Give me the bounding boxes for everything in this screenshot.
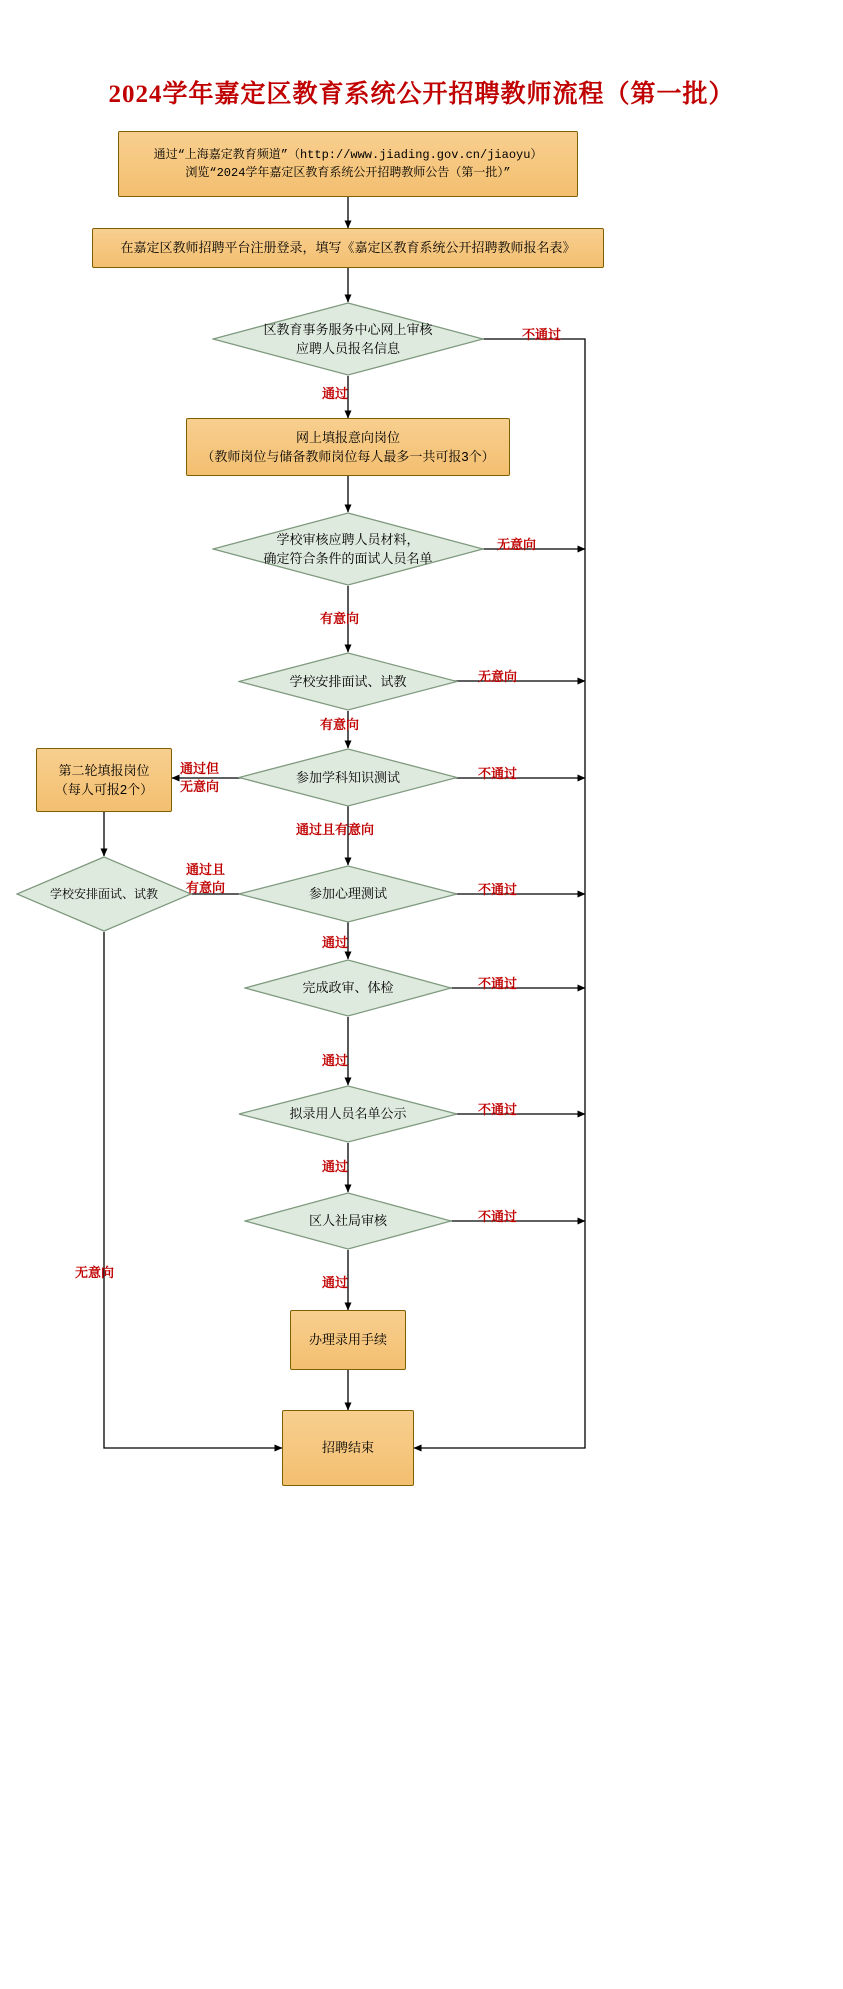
- edge-label-has-intent-school-review: 有意向: [320, 611, 360, 626]
- node-political-medical-label: [244, 959, 452, 1017]
- node-political-medical-line1: 完成政审、体检: [302, 980, 394, 996]
- node-register: [92, 228, 604, 268]
- edge-label-has-intent-interview-1: 有意向: [320, 717, 360, 732]
- node-fill-intent: [186, 418, 510, 476]
- edge-label-pass-and-intent: 通过且有意向: [296, 822, 375, 837]
- edge-label-fail-publicity: 不通过: [478, 1102, 518, 1117]
- node-interview-2: [16, 856, 192, 932]
- node-publicity: [238, 1085, 458, 1143]
- edge-label-fail-psych-test: 不通过: [478, 882, 518, 897]
- node-register-line1: 在嘉定区教师招聘平台注册登录，填写《嘉定区教育系统公开招聘教师报名表》: [120, 240, 576, 256]
- edge-label-pass-but-no-intent-line2: 无意向: [180, 779, 220, 795]
- node-hrss-review-label: [244, 1192, 452, 1250]
- node-fill-intent-line1: 网上填报意向岗位: [295, 429, 400, 445]
- node-subject-test-label: [238, 748, 458, 807]
- edge-label-fail-online-review: 不通过: [522, 327, 562, 342]
- node-interview-1-line1: 学校安排面试、试教: [289, 673, 407, 689]
- edge-label-fail-hrss: 不通过: [478, 1209, 518, 1224]
- node-school-review-label: [212, 512, 484, 586]
- node-second-round-line2: （每人可报2个）: [54, 782, 154, 797]
- edge-label-pass-political-medical: 通过: [322, 1053, 349, 1068]
- node-browse-line2: 浏览“2024学年嘉定区教育系统公开招聘教师公告（第一批）”: [185, 166, 511, 180]
- node-online-review: [212, 302, 484, 376]
- node-publicity-line1: 拟录用人员名单公示: [289, 1106, 407, 1122]
- edge-label-fail-subject-test: 不通过: [478, 766, 518, 781]
- node-fill-intent-line2: （教师岗位与储备教师岗位每人最多一共可报3个）: [201, 449, 495, 464]
- node-subject-test: [238, 748, 458, 807]
- edge-label-no-intent-interview-2: 无意向: [75, 1265, 115, 1280]
- node-hrss-review: [244, 1192, 452, 1250]
- node-interview-1-label: [238, 652, 458, 711]
- node-school-review-line1: 学校审核应聘人员材料，: [276, 531, 420, 547]
- edge-label-pass-hrss: 通过: [322, 1275, 349, 1290]
- node-school-review: [212, 512, 484, 586]
- edge-label-pass-and-intent-2: [186, 861, 225, 897]
- edge-label-pass-but-no-intent: [180, 760, 219, 796]
- node-hire-line1: 办理录用手续: [308, 1332, 387, 1348]
- edge-label-fail-political-medical: 不通过: [478, 976, 518, 991]
- page-title: 2024学年嘉定区教育系统公开招聘教师流程（第一批）: [108, 81, 735, 108]
- edge-label-pass-online-review: 通过: [322, 386, 349, 401]
- node-interview-1: [238, 652, 458, 711]
- node-hire: [290, 1310, 406, 1370]
- node-school-review-line2: 确定符合条件的面试人员名单: [263, 551, 433, 566]
- node-browse: [118, 131, 578, 197]
- edge-label-pass-psych-test: 通过: [322, 935, 349, 950]
- node-browse-line1: 通过“上海嘉定教育频道”（http://www.jiading.gov.cn/jiaoyu）: [153, 148, 543, 162]
- node-political-medical: [244, 959, 452, 1017]
- node-online-review-line1: 区教育事务服务中心网上审核: [263, 321, 433, 337]
- node-second-round: [36, 748, 172, 812]
- node-second-round-line1: 第二轮填报岗位: [58, 762, 150, 778]
- node-subject-test-line1: 参加学科知识测试: [295, 769, 400, 785]
- edge-label-pass-and-intent-2-line1: 通过且: [186, 862, 226, 877]
- node-online-review-line2: 应聘人员报名信息: [295, 341, 400, 356]
- node-end-line1: 招聘结束: [321, 1440, 374, 1456]
- edge-label-pass-but-no-intent-line1: 通过但: [180, 761, 220, 776]
- node-hrss-review-line1: 区人社局审核: [308, 1213, 387, 1229]
- edge-label-no-intent-interview-1: 无意向: [478, 669, 518, 684]
- node-psych-test-label: [238, 865, 458, 923]
- edge-label-no-intent-school-review: 无意向: [497, 537, 537, 552]
- node-end: [282, 1410, 414, 1486]
- node-publicity-label: [238, 1085, 458, 1143]
- node-interview-2-line1: 学校安排面试、试教: [49, 887, 158, 901]
- node-interview-2-label: [16, 856, 192, 932]
- node-psych-test-line1: 参加心理测试: [308, 886, 387, 902]
- edge-label-pass-publicity: 通过: [322, 1159, 349, 1174]
- node-psych-test: [238, 865, 458, 923]
- edge-label-pass-and-intent-2-line2: 有意向: [186, 880, 226, 896]
- node-online-review-label: [212, 302, 484, 376]
